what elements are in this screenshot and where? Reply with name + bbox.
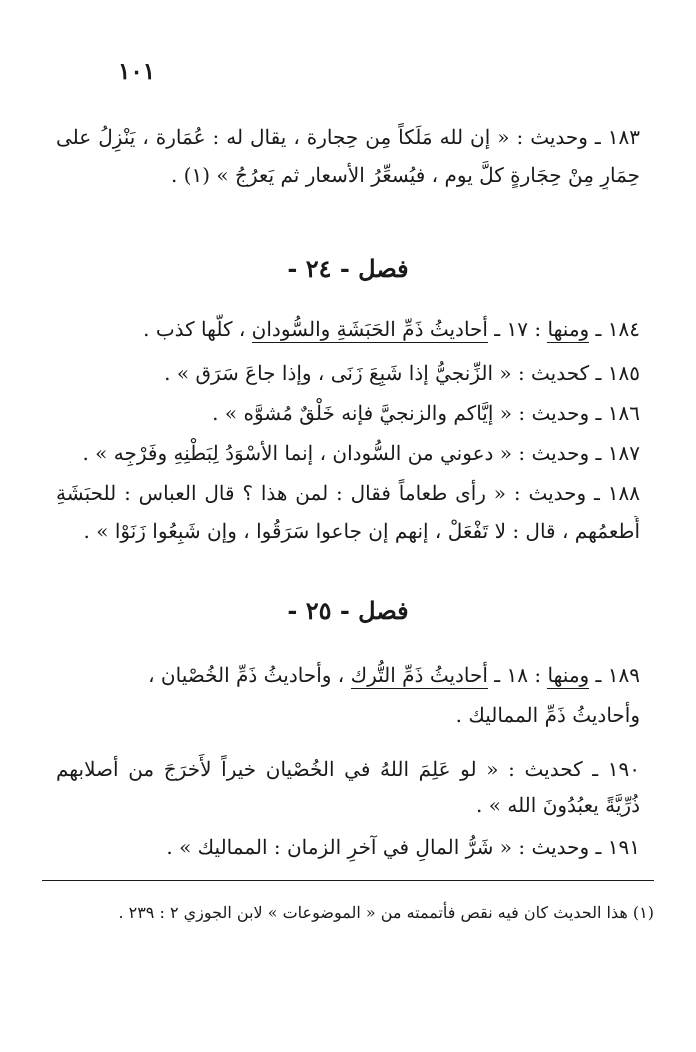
- entry-190-line-1: ١٩٠ ـ كحديث : « لو عَلِمَ اللهُ في الخُصْيان خيراً لأَخرَجَ من أصلابهم: [56, 757, 640, 781]
- entry-184: [56, 314, 640, 344]
- entry-188-line-2: أُطعمُهم ، قال : لا تَفْعَلْ ، إنهم إن جاعوا سَرَقُوا ، وإن شَبِعُوا زَنَوْا » .: [83, 519, 640, 543]
- entry-184-minha: ومنها: [547, 317, 590, 341]
- entry-187: ١٨٧ ـ وحديث : « دعوني من السُّودان ، إنما الأسْوَدُ لِبَطْنِهِ وفَرْجِه » .: [82, 441, 640, 465]
- entry-183-line-2: حِمَارٍ مِنْ حِجَارةٍ كلَّ يوم ، فيُسعِّرُ الأسعار ثم يَعرُجُ » (١) .: [170, 163, 640, 187]
- entry-189-number: ١٨٩ ـ: [589, 663, 640, 687]
- entry-184-sep: : ١٧ ـ: [487, 317, 548, 341]
- entry-184-topic: أحاديثُ ذَمِّ الحَبَشَةِ والسُّودان: [251, 317, 488, 341]
- footnote: (١) هذا الحديث كان فيه نقص فأتممته من « الموضوعات » لابن الجوزي ٢ : ٢٣٩ .: [118, 903, 654, 922]
- entry-189-tail: ، وأحاديثُ ذَمِّ الخُصْيان ،: [148, 663, 351, 687]
- entry-186: ١٨٦ ـ وحديث : « إيَّاكم والزنجيَّ فإنه خَلْقٌ مُشوَّه » .: [212, 401, 640, 425]
- entry-185: ١٨٥ ـ كحديث : « الزِّنجيُّ إذا شَبِعَ زَنَى ، وإذا جاعَ سَرَق » .: [164, 361, 640, 385]
- entry-189-minha: ومنها: [547, 663, 590, 687]
- entry-189-line-1: [56, 660, 640, 690]
- entry-191: ١٩١ ـ وحديث : « شَرُّ المالِ في آخرِ الزمان : المماليك » .: [166, 835, 640, 859]
- footnote-divider: [42, 880, 654, 881]
- entry-184-number: ١٨٤ ـ: [589, 317, 640, 341]
- entry-188-line-1: ١٨٨ ـ وحديث : « رأى طعاماً فقال : لمن هذا ؟ قال العباس : للحبَشَةِ: [56, 481, 640, 505]
- page-number: ١٠١: [118, 58, 156, 85]
- entry-189-topic: أحاديثُ ذَمِّ التُّرك: [350, 663, 488, 687]
- entry-189-line-2: وأحاديثُ ذَمِّ المماليك .: [455, 703, 640, 727]
- entry-184-tail: ، كلُّها كذب .: [143, 317, 252, 341]
- entry-183-line-1: ١٨٣ ـ وحديث : « إن لله مَلَكاً مِن حِجارة ، يقال له : عُمَارة ، يَنْزِلُ على: [56, 125, 640, 149]
- entry-189-sep: : ١٨ ـ: [487, 663, 548, 687]
- section-25-heading: فصل - ٢٥ -: [287, 596, 409, 625]
- entry-190-line-2: ذُرِّيَّةً يعبُدُونَ الله » .: [476, 793, 640, 817]
- section-24-heading: فصل - ٢٤ -: [287, 254, 409, 283]
